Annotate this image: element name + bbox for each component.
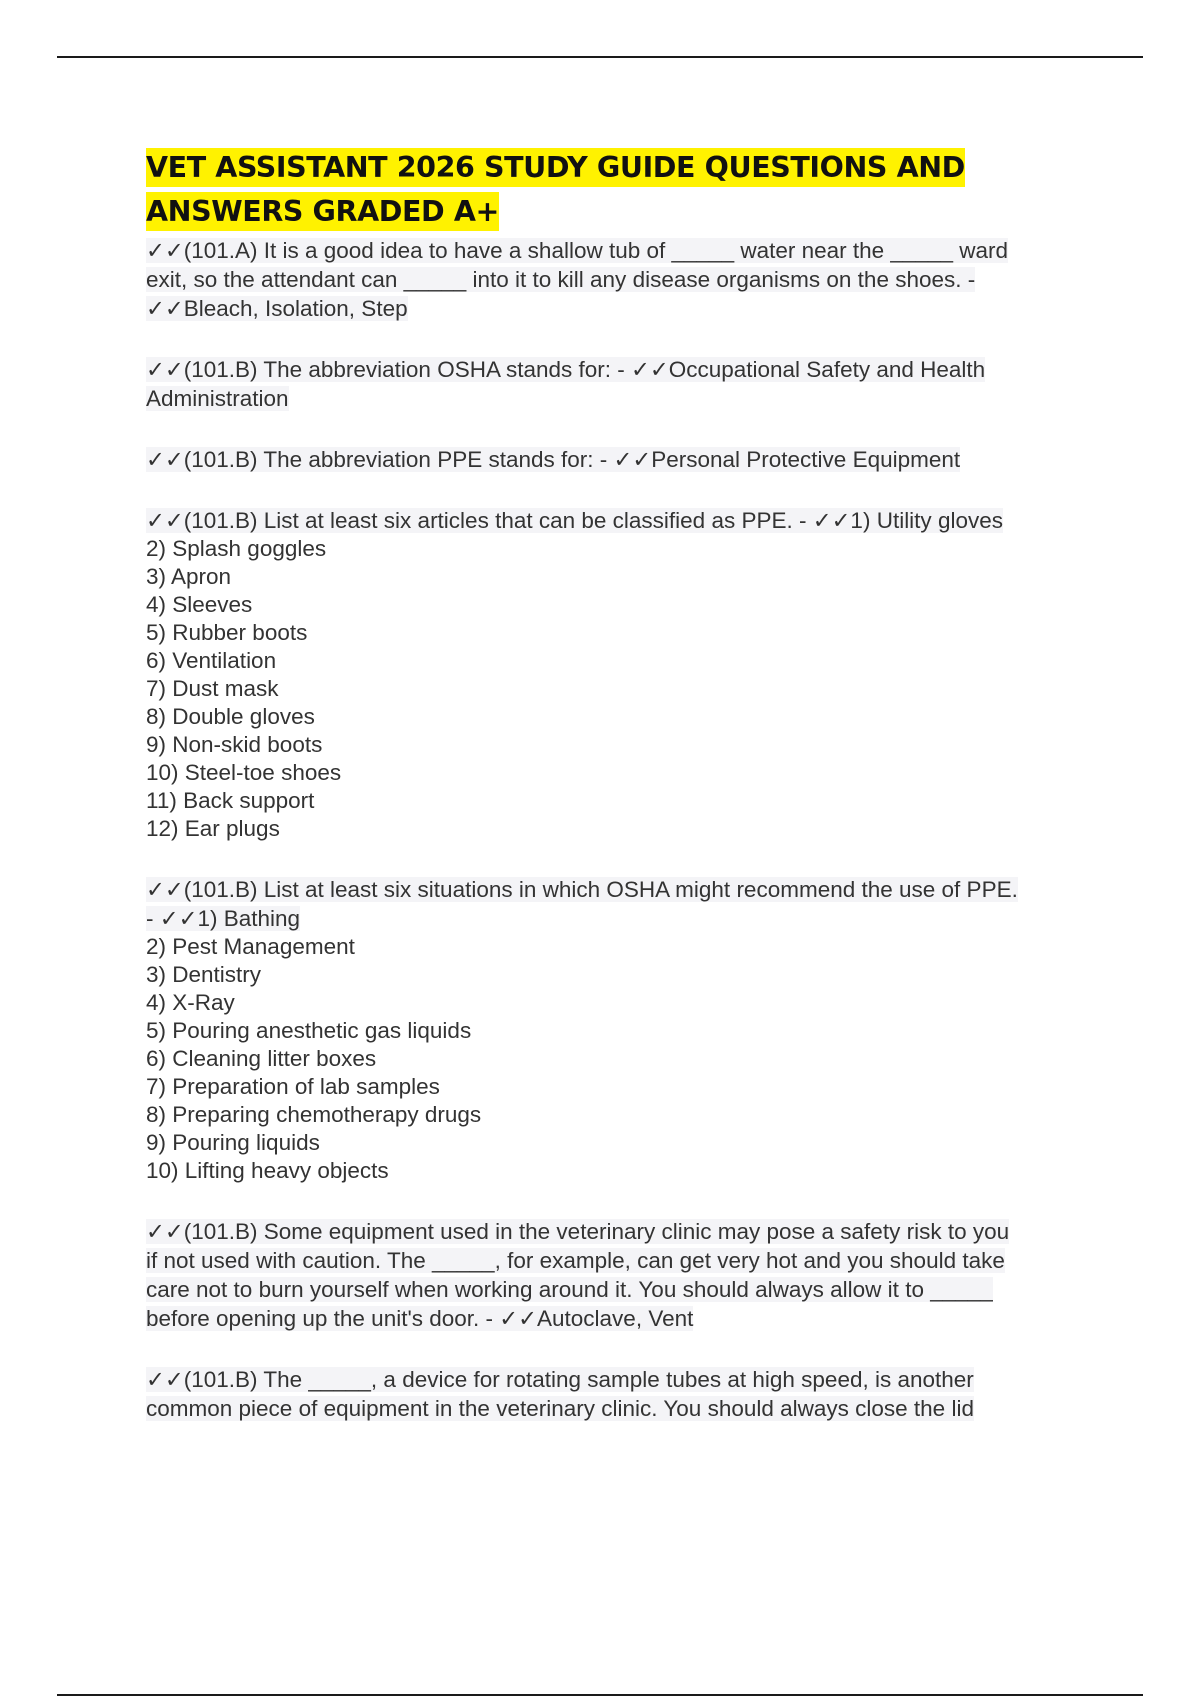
qa-block-2 <box>146 355 1086 413</box>
list-item: 4) X-Ray <box>146 990 235 1015</box>
qa-block-6 <box>146 1217 1086 1333</box>
list-item: 4) Sleeves <box>146 592 253 617</box>
list-item: 9) Pouring liquids <box>146 1130 320 1155</box>
qa-line: exit, so the attendant can _____ into it to kill any disease organisms on the shoes. - <box>146 267 976 292</box>
qa-block-3 <box>146 445 1086 474</box>
qa-block-4 <box>146 506 1086 843</box>
qa-line: if not used with caution. The _____, for example, can get very hot and you should take <box>146 1248 1005 1273</box>
qa-line: ✓✓(101.B) The abbreviation OSHA stands for: - ✓✓Occupational Safety and Health <box>146 357 986 382</box>
qa-line: ✓✓(101.B) The abbreviation PPE stands for: - ✓✓Personal Protective Equipment <box>146 447 961 472</box>
title-line-2: ANSWERS GRADED A+ <box>146 192 499 231</box>
qa-block-7 <box>146 1365 1086 1423</box>
qa-line: Administration <box>146 386 289 411</box>
list-item: 8) Preparing chemotherapy drugs <box>146 1102 482 1127</box>
qa-line: ✓✓(101.B) Some equipment used in the veterinary clinic may pose a safety risk to you <box>146 1219 1010 1244</box>
qa-line: ✓✓Bleach, Isolation, Step <box>146 296 408 321</box>
list-item: 8) Double gloves <box>146 704 315 729</box>
list-item: 10) Lifting heavy objects <box>146 1158 389 1183</box>
list-item: 3) Dentistry <box>146 962 262 987</box>
qa-line: before opening up the unit's door. - ✓✓Autoclave, Vent <box>146 1306 694 1331</box>
qa-line: ✓✓(101.A) It is a good idea to have a shallow tub of _____ water near the _____ ward <box>146 238 1008 263</box>
list-item: 9) Non-skid boots <box>146 732 323 757</box>
list-item: 10) Steel-toe shoes <box>146 760 342 785</box>
list-item: 3) Apron <box>146 564 232 589</box>
list-item: 5) Rubber boots <box>146 620 308 645</box>
bottom-divider <box>57 1694 1143 1696</box>
document-body <box>146 146 1086 1423</box>
list-item: 6) Ventilation <box>146 648 277 673</box>
list-item: 6) Cleaning litter boxes <box>146 1046 377 1071</box>
list-item: 11) Back support <box>146 788 315 813</box>
list-item: 5) Pouring anesthetic gas liquids <box>146 1018 472 1043</box>
qa-block-5 <box>146 875 1086 1185</box>
qa-line: care not to burn yourself when working around it. You should always allow it to _____ <box>146 1277 993 1302</box>
list-item: 7) Preparation of lab samples <box>146 1074 440 1099</box>
qa-line: ✓✓(101.B) List at least six articles that can be classified as PPE. - ✓✓1) Utility gloves <box>146 508 1003 533</box>
qa-line: common piece of equipment in the veterinary clinic. You should always close the lid <box>146 1396 974 1421</box>
document-title <box>146 146 1086 234</box>
qa-line: - ✓✓1) Bathing <box>146 906 301 931</box>
list-item: 12) Ear plugs <box>146 816 280 841</box>
qa-line: ✓✓(101.B) The _____, a device for rotating sample tubes at high speed, is another <box>146 1367 974 1392</box>
qa-line: ✓✓(101.B) List at least six situations in which OSHA might recommend the use of PPE. <box>146 877 1018 902</box>
list-item: 7) Dust mask <box>146 676 279 701</box>
list-item: 2) Pest Management <box>146 934 355 959</box>
top-divider <box>57 56 1143 58</box>
qa-block-1 <box>146 236 1086 323</box>
list-item: 2) Splash goggles <box>146 536 327 561</box>
title-line-1: VET ASSISTANT 2026 STUDY GUIDE QUESTIONS AND <box>146 148 965 187</box>
